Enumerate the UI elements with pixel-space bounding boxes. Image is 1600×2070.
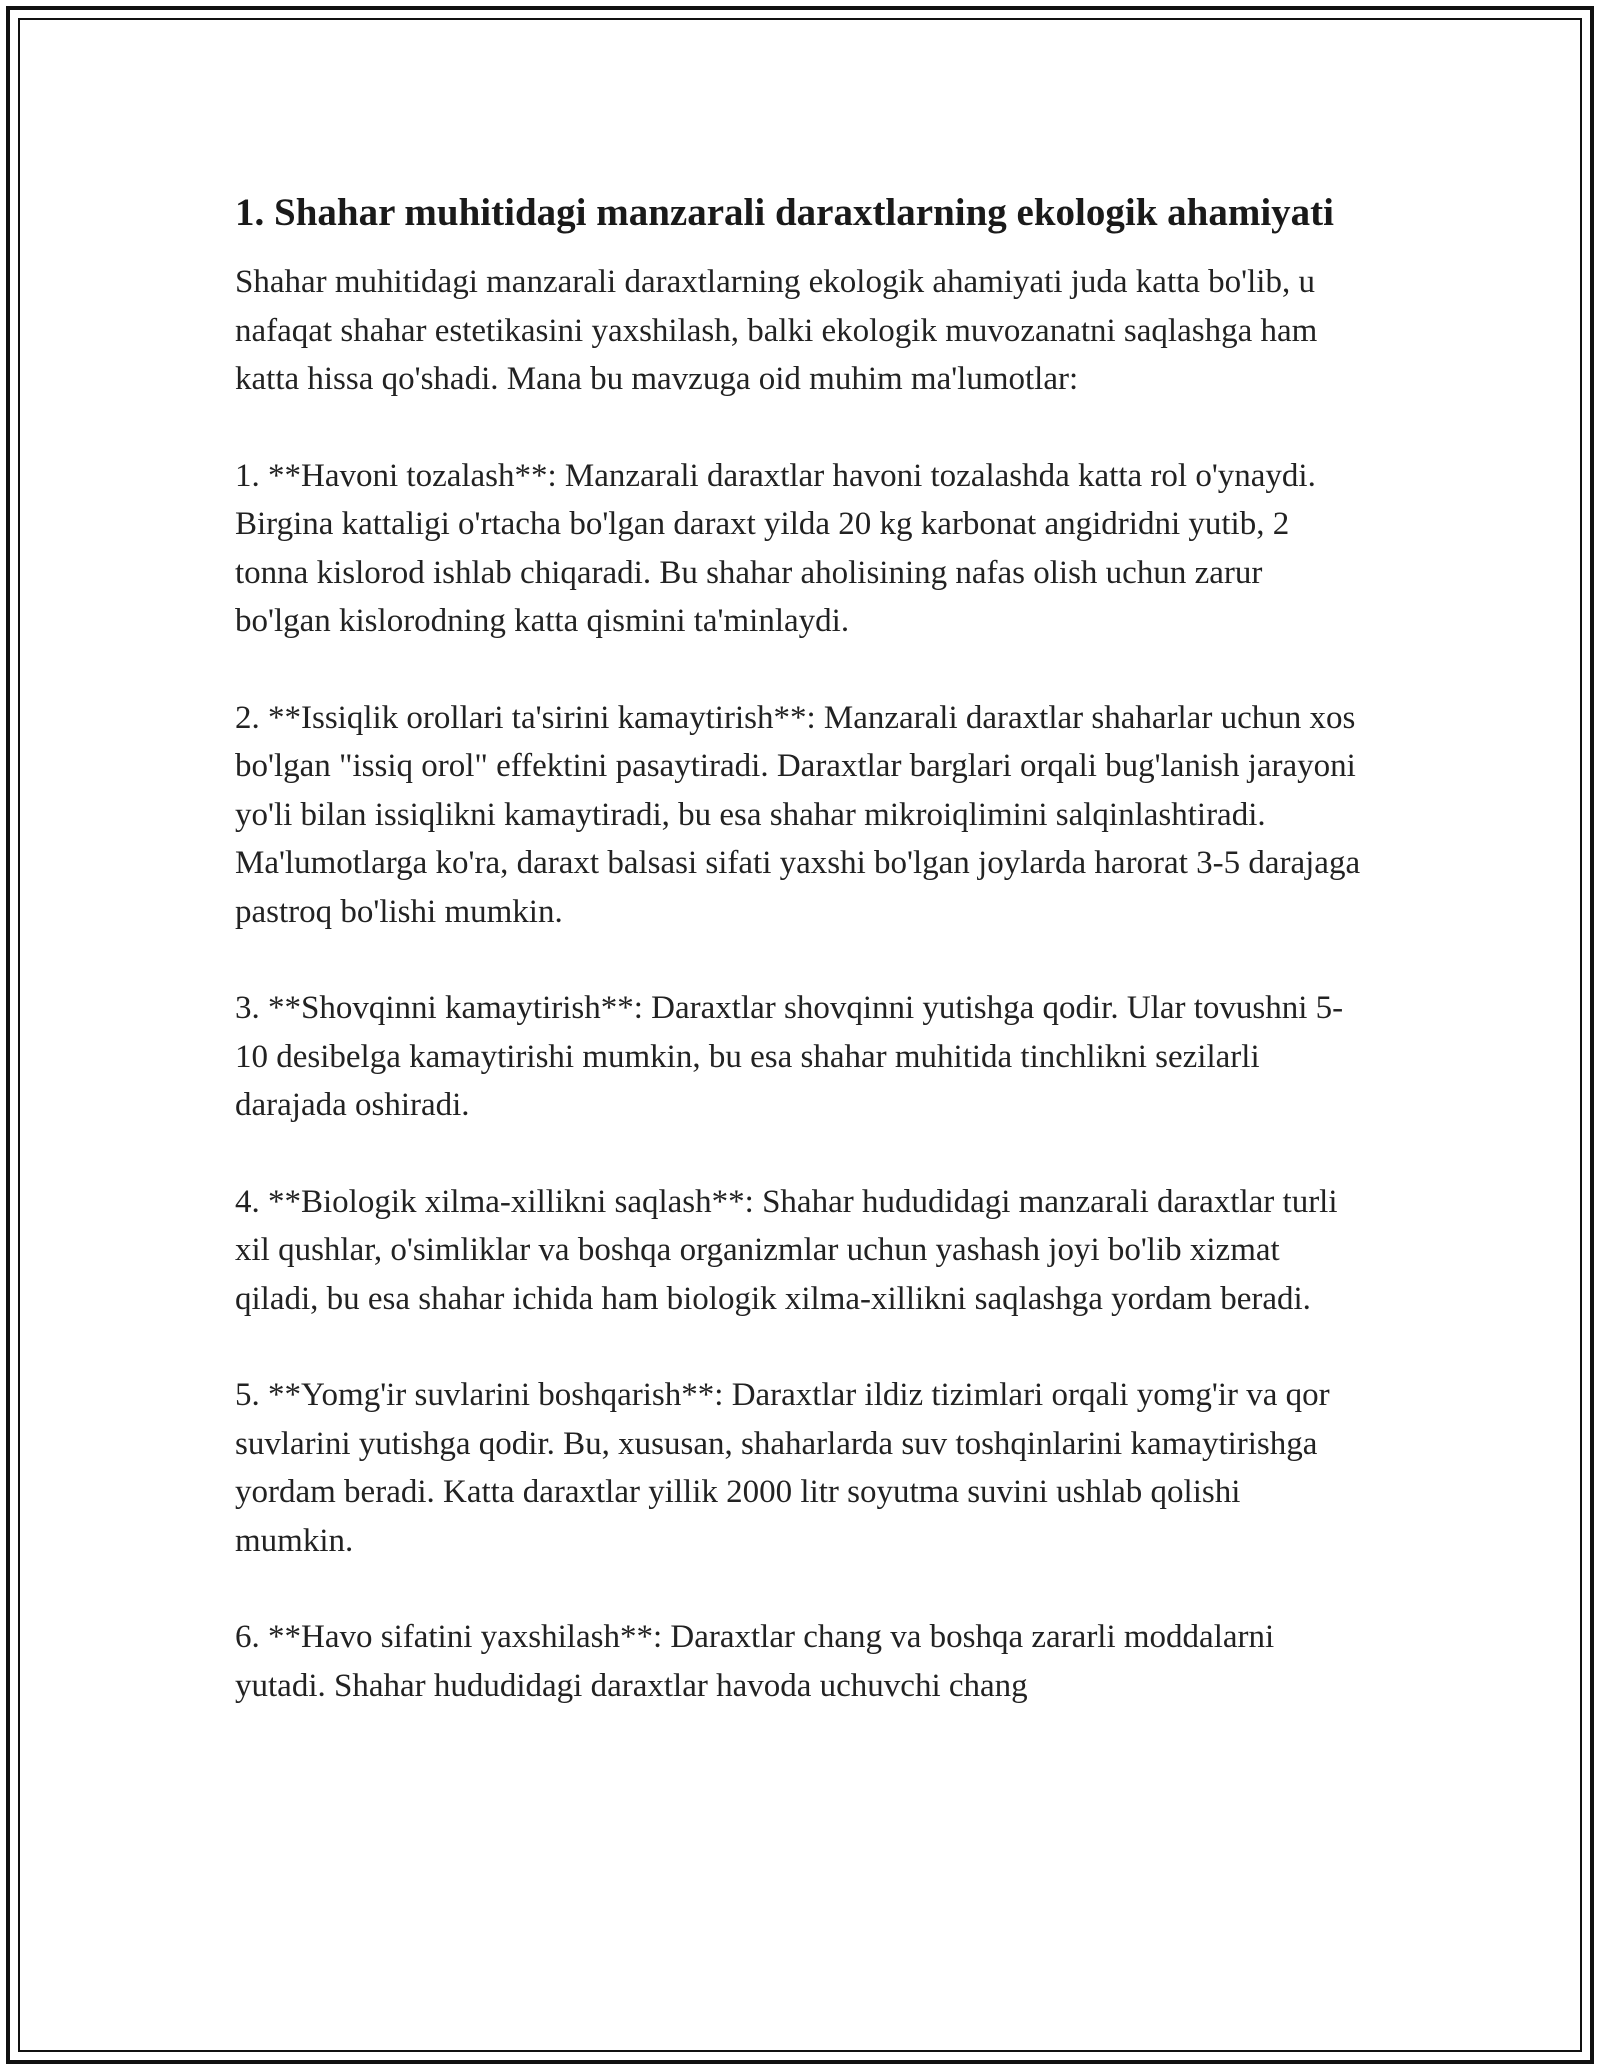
list-item-noise-reduction: 3. **Shovqinni kamaytirish**: Daraxtlar shovqinni yutishga qodir. Ular tovushni 5-10 desibelga kamaytirishi mumkin, bu esa shahar muhitida tinchlikni sezilarli darajada oshiradi.	[235, 990, 1344, 1123]
list-item-heat-islands: 2. **Issiqlik orollari ta'sirini kamaytirish**: Manzarali daraxtlar shaharlar uchun xos bo'lgan "issiq orol" effektini pasaytiradi. Daraxtlar barglari orqali bug'lanish jarayoni yo'li bilan issiqlikni kamaytiradi, bu esa shahar mikroiqlimini salqinlashtiradi. Ma'lumotlarga ko'ra, daraxt balsasi sifati yaxshi bo'lgan joylarda harorat 3-5 darajaga pastroq bo'lishi mumkin.	[235, 699, 1361, 930]
list-item-rainwater: 5. **Yomg'ir suvlarini boshqarish**: Daraxtlar ildiz tizimlari orqali yomg'ir va qor suvlarini yutishga qodir. Bu, xususan, shaharlarda suv toshqinlarini kamaytirishga yordam beradi. Katta daraxtlar yillik 2000 litr soyutma suvini ushlab qolishi mumkin.	[235, 1377, 1330, 1559]
document-body	[235, 186, 1365, 1710]
list-item-air-quality: 6. **Havo sifatini yaxshilash**: Daraxtlar chang va boshqa zararli moddalarni yutadi. Shahar hududidagi daraxtlar havoda uchuvchi chang	[235, 1619, 1275, 1704]
intro-paragraph: Shahar muhitidagi manzarali daraxtlarning ekologik ahamiyati juda katta bo'lib, u nafaqat shahar estetikasini yaxshilash, balki ekologik muvozanatni saqlashga ham katta hissa qo'shadi. Mana bu mavzuga oid muhim ma'lumotlar:	[235, 264, 1318, 397]
list-item-air-cleaning: 1. **Havoni tozalash**: Manzarali daraxtlar havoni tozalashda katta rol o'ynaydi. Birgina kattaligi o'rtacha bo'lgan daraxt yilda 20 kg karbonat angidridni yutib, 2 tonna kislorod ishlab chiqaradi. Bu shahar aholisining nafas olish uchun zarur bo'lgan kislorodning katta qismini ta'minlaydi.	[235, 457, 1316, 639]
document-title: 1. Shahar muhitidagi manzarali daraxtlarning ekologik ahamiyati	[235, 191, 1334, 234]
list-item-biodiversity: 4. **Biologik xilma-xillikni saqlash**: Shahar hududidagi manzarali daraxtlar turli xil qushlar, o'simliklar va boshqa organizmlar uchun yashash joyi bo'lib xizmat qiladi, bu esa shahar ichida ham biologik xilma-xillikni saqlashga yordam beradi.	[235, 1183, 1338, 1317]
